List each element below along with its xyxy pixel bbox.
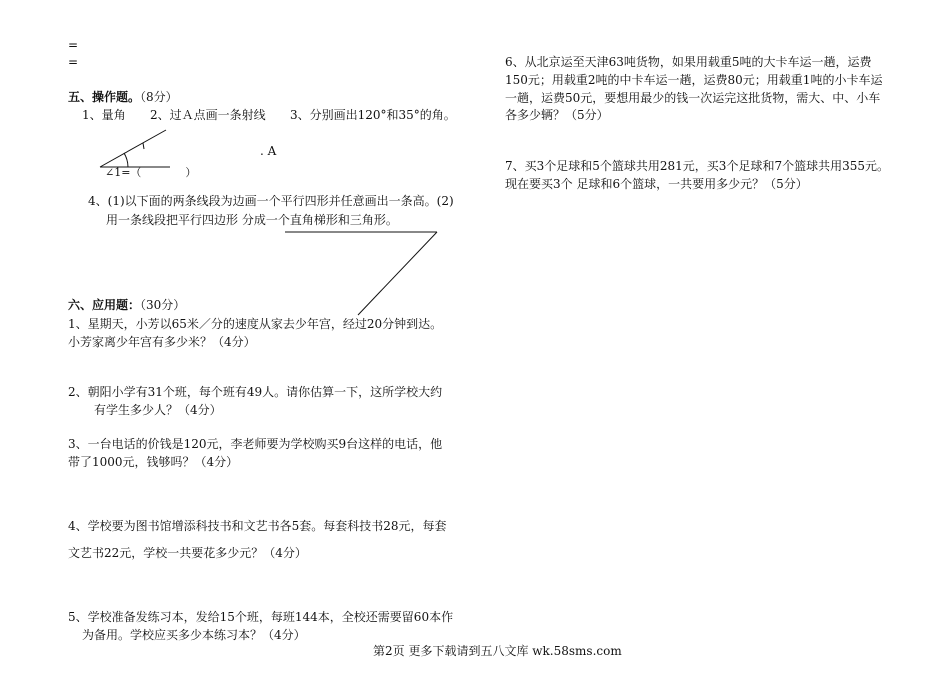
section-5-points: （8分）	[140, 90, 178, 104]
problem-7-line1: 7、买3个足球和5个篮球共用281元，买3个足球和7个篮球共用355元。	[505, 159, 889, 173]
problem-1-line1: 1、星期天，小芳以65米／分的速度从家去少年宫，经过20分钟到达。	[68, 317, 443, 331]
problem-4-line2: 文艺书22元，学校一共要花多少元？（4分）	[68, 546, 307, 560]
op-q4-line2: 用一条线段把平行四边形 分成一个直角梯形和三角形。	[106, 213, 398, 227]
equals-line-2: =	[68, 55, 79, 69]
section-6-points: （30分）	[140, 298, 186, 312]
problem-6-line4: 各多少辆？（5分）	[505, 108, 609, 122]
page-footer: 第2页 更多下载请到五八文库 wk.58sms.com	[373, 644, 622, 658]
angle-tick-mark	[143, 143, 144, 149]
point-a-label: . A	[260, 144, 277, 158]
angle-slant-ray	[100, 130, 166, 167]
problem-5-line1: 5、学校准备发练习本，发给15个班，每班144本，全校还需要留60本作	[68, 610, 454, 624]
problem-6-line2: 150元；用载重2吨的中卡车运一趟，运费80元；用载重1吨的小卡车运	[505, 73, 883, 87]
problem-3-line1: 3、一台电话的价钱是120元，李老师要为学校购买9台这样的电话，他	[68, 437, 443, 451]
angle-arc	[124, 153, 128, 167]
segment-figure	[285, 232, 437, 315]
op-q4-line1: 4、(1)以下面的两条线段为边画一个平行四形并任意画出一条高。(2)	[88, 194, 454, 208]
problem-6-line3: 一趟，运费50元，要想用最少的钱一次运完这批货物，需大、中、小车	[505, 91, 881, 105]
problem-2-line2: 有学生多少人？（4分）	[94, 403, 222, 417]
angle-figure	[100, 130, 170, 167]
problem-2-line1: 2、朝阳小学有31个班，每个班有49人。请你估算一下，这所学校大约	[68, 385, 443, 399]
angle-label: ∠1=（ ）	[105, 166, 197, 179]
problem-1-line2: 小芳家离少年宫有多少米？（4分）	[68, 335, 256, 349]
op-q3-label: 3、分别画出120°和35°的角。	[290, 108, 456, 122]
problem-6-line1: 6、从北京运至天津63吨货物，如果用载重5吨的大卡车运一趟，运费	[505, 55, 872, 69]
section-6-title: 六、应用题：	[68, 298, 141, 312]
op-q1-label: 1、量角	[82, 108, 126, 122]
op-q2-label: 2、过Ａ点画一条射线	[150, 108, 266, 122]
diagonal-segment	[358, 232, 437, 315]
equals-line-1: =	[68, 38, 79, 52]
problem-5-line2: 为备用。学校应买多少本练习本？（4分）	[82, 628, 306, 642]
problem-4-line1: 4、学校要为图书馆增添科技书和文艺书各5套。每套科技书28元，每套	[68, 519, 447, 533]
section-5-title: 五、操作题。	[68, 90, 141, 104]
problem-7-line2: 现在要买3个 足球和6个篮球，一共要用多少元？（5分）	[505, 177, 808, 191]
problem-3-line2: 带了1000元，钱够吗？（4分）	[68, 455, 239, 469]
